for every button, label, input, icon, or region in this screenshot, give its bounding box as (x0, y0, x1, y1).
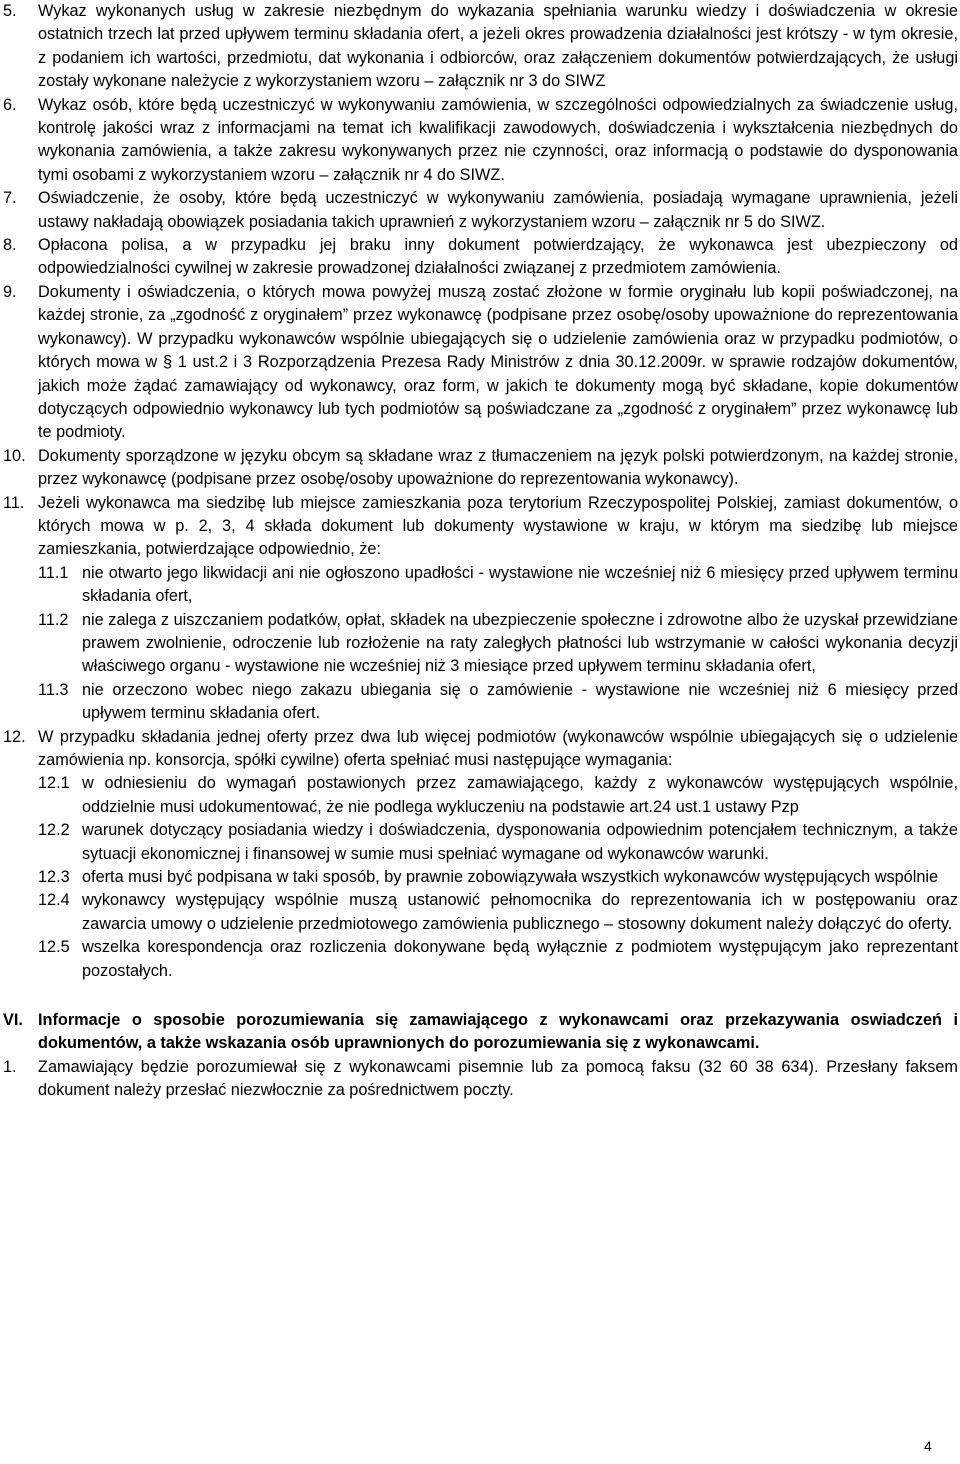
item-number: 9. (3, 282, 17, 301)
sub-item-text: oferta musi być podpisana w taki sposób, by prawnie zobowiązywała wszystkich wykonawców występujących wspólnie (82, 868, 939, 887)
document-page (3, 0, 958, 1103)
sub-item-number: 12.2 (38, 821, 70, 840)
sub-item-number: 11.2 (38, 610, 69, 629)
item-number: 12. (3, 727, 26, 746)
sub-item-text: nie otwarto jego likwidacji ani nie ogłoszono upadłości - wystawione nie wcześniej niż 6 miesięcy przed upływem terminu składania ofert, (82, 563, 958, 606)
item-text: Dokumenty sporządzone w języku obcym są składane wraz z tłumaczeniem na język polski potwierdzonym, na każdej stronie, przez wykonawcę (podpisane przez osobę/osoby upoważnione do reprezentowania wykonawcy). (38, 446, 958, 489)
section-heading-vi (3, 1009, 958, 1056)
list-item-11 (3, 492, 958, 726)
section-number: VI. (3, 1011, 23, 1030)
sub-item-text: nie orzeczono wobec niego zakazu ubiegania się o zamówienie - wystawione nie wcześniej niż 6 miesięcy przed upływem terminu składania ofert. (82, 680, 958, 723)
sub-item-text: wszelka korespondencja oraz rozliczenia dokonywane będą wyłącznie z podmiotem występującym jako reprezentant pozostałych. (82, 938, 958, 980)
page-number: 4 (924, 1438, 932, 1454)
item-number: 11. (3, 493, 25, 512)
sub-item-text: nie zalega z uiszczaniem podatków, opłat, składek na ubezpieczenie społeczne i zdrowotne albo że uzyskał przewidziane prawem zwolnienie, odroczenie lub rozłożenie na raty zaległych płatności lub wstrzymanie w całości wykonania decyzji właściwego organu - wystawione nie wcześniej niż 3 miesiące przed upływem terminu składania ofert, (82, 610, 958, 676)
list-item-7 (3, 187, 958, 234)
item-number: 7. (3, 189, 17, 208)
sub-item-number: 11.1 (38, 563, 69, 582)
sub-item-11-3 (38, 679, 958, 726)
list-item-6 (3, 94, 958, 188)
sub-item-number: 12.3 (38, 868, 70, 887)
section-item-1 (3, 1056, 958, 1103)
sub-item-12-2 (38, 819, 958, 866)
sublist-12 (38, 772, 958, 983)
sub-item-number: 12.5 (38, 938, 70, 957)
sub-item-12-4 (38, 889, 958, 936)
item-text: Wykaz osób, które będą uczestniczyć w wykonywaniu zamówienia, w szczególności odpowiedzialnych za świadczenie usług, kontrolę jakości wraz z informacjami na temat ich kwalifikacji zawodowych, doświadczenia i wykształcenia niezbędnych do wykonania zamówienia, a także zakresu wykonywanych przez nie czynności, oraz informacją o podstawie do dysponowania tymi osobami z wykorzystaniem wzoru – załącznik nr 4 do SIWZ. (38, 95, 958, 184)
item-number: 8. (3, 236, 17, 255)
item-text: W przypadku składania jednej oferty przez dwa lub więcej podmiotów (wykonawców wspólnie ubiegających się o udzielenie zamówienia np. konsorcja, spółki cywilne) oferta spełniać musi następujące wymagania: (38, 727, 958, 769)
sublist-11 (38, 562, 958, 726)
item-text: Opłacona polisa, a w przypadku jej braku inny dokument potwierdzający, że wykonawca jest ubezpieczony od odpowiedzialności cywilnej w zakresie prowadzonej działalności związanej z przedmiotem zamówienia. (38, 236, 958, 278)
requirements-list (3, 0, 958, 983)
list-item-5 (3, 0, 958, 94)
sub-item-text: warunek dotyczący posiadania wiedzy i doświadczenia, dysponowania odpowiednim potencjałem technicznym, a także sytuacji ekonomicznej i finansowej w sumie musi spełniać wymagane od wykonawców warunki. (82, 821, 958, 863)
sub-item-12-1 (38, 772, 958, 819)
sub-item-11-2 (38, 609, 958, 679)
sub-item-number: 11.3 (38, 680, 69, 699)
list-item-12 (3, 726, 958, 983)
section-title: Informacje o sposobie porozumiewania się zamawiającego z wykonawcami oraz przekazywania oswiadczeń i dokumentów, a także wskazania osób uprawnionych do porozumiewania się z wykonawcami. (38, 1011, 958, 1053)
sub-item-text: wykonawcy występujący wspólnie muszą ustanowić pełnomocnika do reprezentowania ich w postępowaniu oraz zawarcia umowy o udzielenie przedmiotowego zamówienia publicznego – stosowny dokument należy dołączyć do oferty. (82, 891, 958, 933)
item-number: 10. (3, 446, 26, 465)
item-number: 5. (3, 2, 17, 20)
sub-item-11-1 (38, 562, 958, 609)
list-item-9 (3, 281, 958, 445)
item-number: 6. (3, 95, 17, 114)
sub-item-12-5 (38, 936, 958, 983)
item-text: Oświadczenie, że osoby, które będą uczestniczyć w wykonywaniu zamówienia, posiadają wymagane uprawnienia, jeżeli ustawy nakładają obowiązek posiadania takich uprawnień z wykorzystaniem wzoru – załącznik nr 5 do SIWZ. (38, 189, 958, 231)
list-item-8 (3, 234, 958, 281)
section-vi-list (3, 1056, 958, 1103)
list-item-10 (3, 445, 958, 492)
sub-item-12-3 (38, 866, 958, 889)
sub-item-text: w odniesieniu do wymagań postawionych przez zamawiającego, każdy z wykonawców występujących wspólnie, oddzielnie musi udokumentować, że nie podlega wykluczeniu na podstawie art.24 ust.1 ustawy Pzp (82, 774, 958, 816)
item-text: Dokumenty i oświadczenia, o których mowa powyżej muszą zostać złożone w formie oryginału lub kopii poświadczonej, na każdej stronie, za „zgodność z oryginałem” przez wykonawcę (podpisane przez osobę/osoby upoważnione do reprezentowania wykonawcy). W przypadku wykonawców wspólnie ubiegających się o udzielenie zamówienia oraz w przypadku podmiotów, o których mowa w § 1 ust.2 i 3 Rozporządzenia Prezesa Rady Ministrów z dnia 30.12.2009r. w sprawie rodzajów dokumentów, jakich może żądać zamawiający od wykonawcy, oraz form, w jakich te dokumenty mogą być składane, kopie dokumentów dotyczących odpowiednio wykonawcy lub tych podmiotów są poświadczane za „zgodność z oryginałem” przez wykonawcę lub te podmioty. (38, 282, 958, 442)
item-text: Wykaz wykonanych usług w zakresie niezbędnym do wykazania spełniania warunku wiedzy i doświadczenia w okresie ostatnich trzech lat przed upływem terminu składania ofert, a jeżeli okres prowadzenia działalności jest krótszy - w tym okresie, z podaniem ich wartości, przedmiotu, dat wykonania i odbiorców, oraz załączeniem dokumentów potwierdzających, że usługi zostały wykonane należycie z wykorzystaniem wzoru – załącznik nr 3 do SIWZ (38, 2, 958, 91)
sub-item-number: 12.4 (38, 891, 70, 910)
sub-item-number: 12.1 (38, 774, 70, 793)
item-number: 1. (3, 1057, 17, 1076)
item-text: Jeżeli wykonawca ma siedzibę lub miejsce zamieszkania poza terytorium Rzeczypospolitej Polskiej, zamiast dokumentów, o których mowa w p. 2, 3, 4 składa dokument lub dokumenty wystawione w kraju, w którym ma siedzibę lub miejsce zamieszkania, potwierdzające odpowiednio, że: (38, 493, 958, 559)
item-text: Zamawiający będzie porozumiewał się z wykonawcami pisemnie lub za pomocą faksu (32 60 38 634). Przesłany faksem dokument należy przesłać niezwłocznie za pośrednictwem poczty. (38, 1057, 958, 1100)
